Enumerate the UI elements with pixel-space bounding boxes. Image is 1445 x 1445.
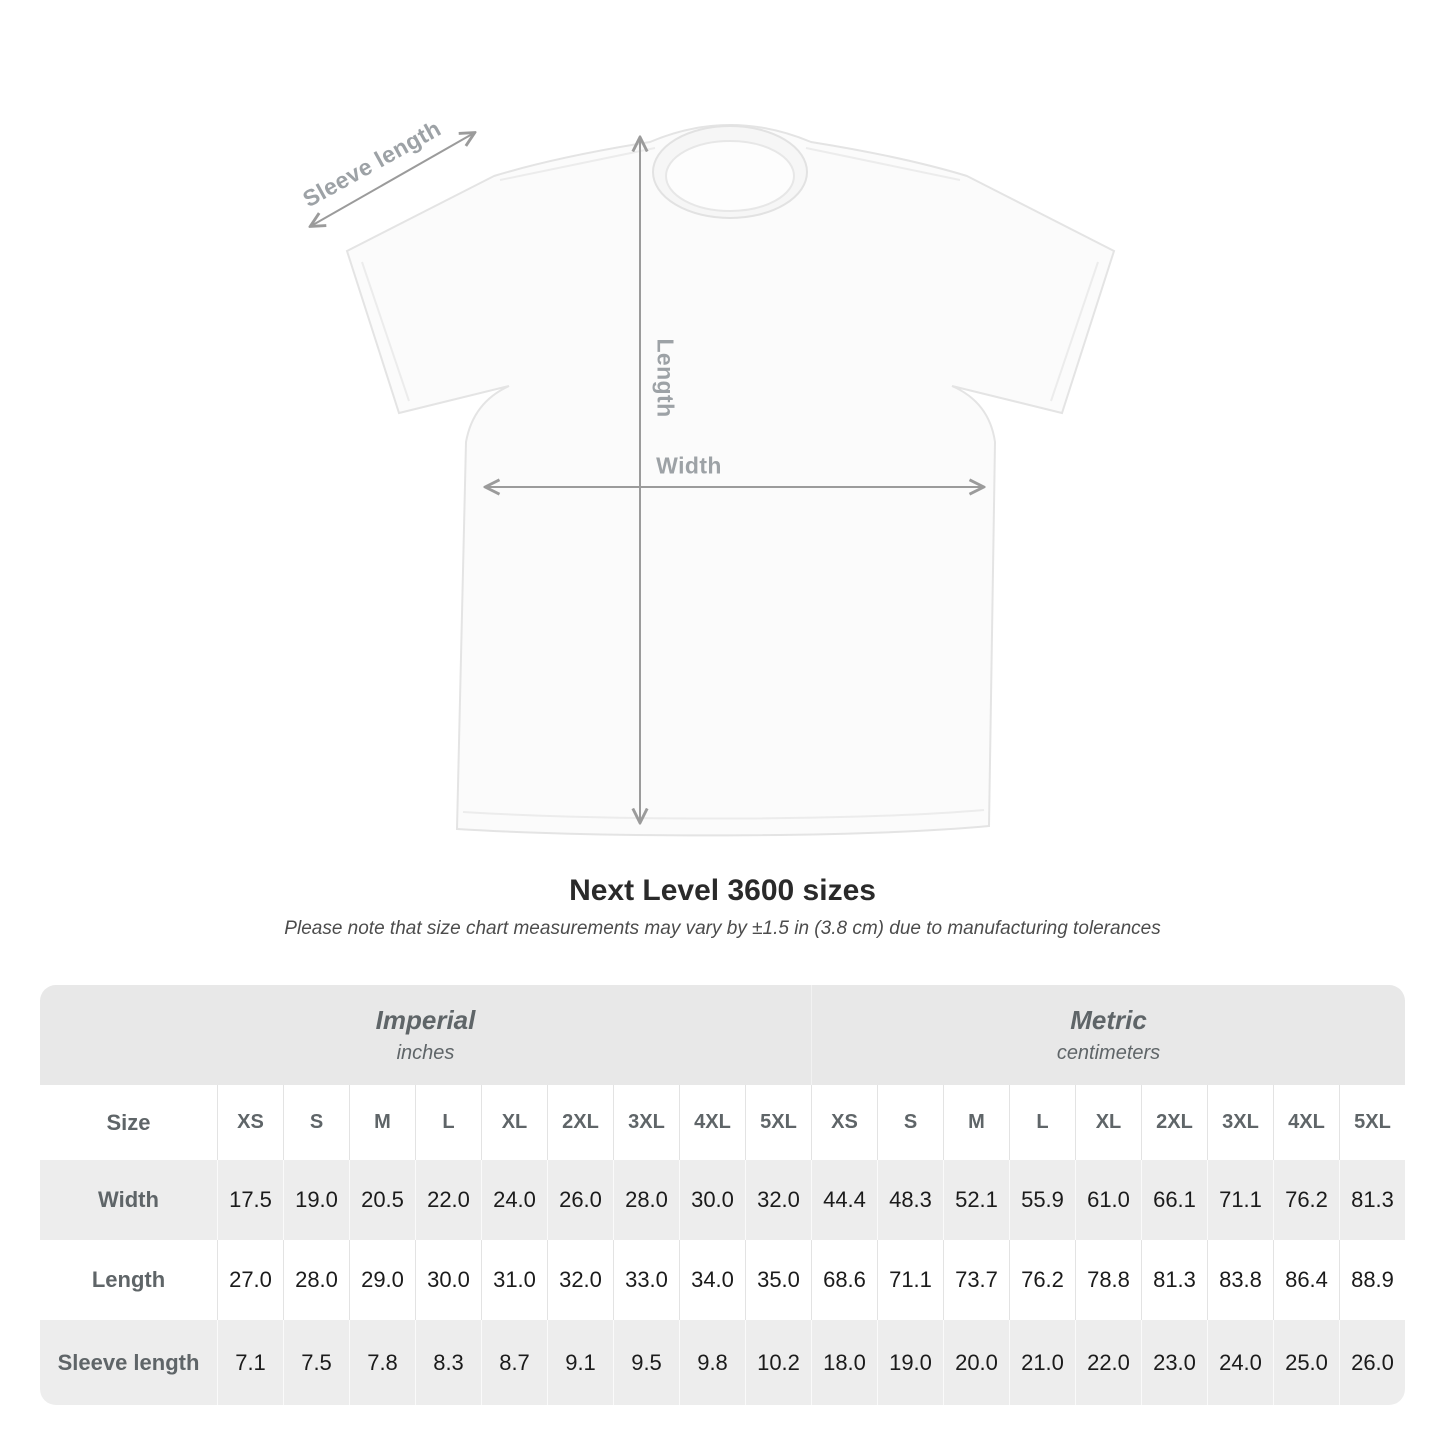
size-header: XS <box>811 1085 877 1160</box>
value-cell: 55.9 <box>1009 1160 1075 1240</box>
size-header: XS <box>217 1085 283 1160</box>
row-label-sleeve-length: Sleeve length <box>40 1320 217 1405</box>
value-cell: 26.0 <box>547 1160 613 1240</box>
value-cell: 66.1 <box>1141 1160 1207 1240</box>
value-cell: 10.2 <box>745 1320 811 1405</box>
size-corner-label: Size <box>40 1085 217 1160</box>
value-cell: 28.0 <box>613 1160 679 1240</box>
size-header: 2XL <box>547 1085 613 1160</box>
value-cell: 28.0 <box>283 1240 349 1320</box>
unit-group-label: Imperial <box>375 1005 476 1035</box>
value-cell: 30.0 <box>679 1160 745 1240</box>
value-cell: 24.0 <box>481 1160 547 1240</box>
value-cell: 83.8 <box>1207 1240 1273 1320</box>
value-cell: 86.4 <box>1273 1240 1339 1320</box>
row-label-length: Length <box>40 1240 217 1320</box>
value-cell: 8.3 <box>415 1320 481 1405</box>
value-cell: 88.9 <box>1339 1240 1405 1320</box>
value-cell: 9.1 <box>547 1320 613 1405</box>
size-header: 2XL <box>1141 1085 1207 1160</box>
size-header: XL <box>1075 1085 1141 1160</box>
unit-group-label: Metric <box>1070 1005 1147 1035</box>
unit-group-sublabel: centimeters <box>1056 1042 1161 1064</box>
value-cell: 8.7 <box>481 1320 547 1405</box>
size-header: S <box>283 1085 349 1160</box>
size-header: 5XL <box>1339 1085 1405 1160</box>
size-header: L <box>415 1085 481 1160</box>
value-cell: 23.0 <box>1141 1320 1207 1405</box>
tshirt-outline <box>347 125 1114 835</box>
size-header: M <box>349 1085 415 1160</box>
value-cell: 9.8 <box>679 1320 745 1405</box>
value-cell: 27.0 <box>217 1240 283 1320</box>
size-header: XL <box>481 1085 547 1160</box>
value-cell: 76.2 <box>1273 1160 1339 1240</box>
value-cell: 33.0 <box>613 1240 679 1320</box>
value-cell: 24.0 <box>1207 1320 1273 1405</box>
value-cell: 68.6 <box>811 1240 877 1320</box>
value-cell: 32.0 <box>547 1240 613 1320</box>
value-cell: 7.5 <box>283 1320 349 1405</box>
value-cell: 7.1 <box>217 1320 283 1405</box>
value-cell: 31.0 <box>481 1240 547 1320</box>
value-cell: 20.5 <box>349 1160 415 1240</box>
value-cell: 29.0 <box>349 1240 415 1320</box>
value-cell: 17.5 <box>217 1160 283 1240</box>
value-cell: 21.0 <box>1009 1320 1075 1405</box>
value-cell: 71.1 <box>877 1240 943 1320</box>
unit-group-imperial <box>40 985 811 1085</box>
value-cell: 19.0 <box>283 1160 349 1240</box>
width-label: Width <box>656 452 722 479</box>
size-header: 5XL <box>745 1085 811 1160</box>
value-cell: 35.0 <box>745 1240 811 1320</box>
value-cell: 9.5 <box>613 1320 679 1405</box>
value-cell: 76.2 <box>1009 1240 1075 1320</box>
value-cell: 44.4 <box>811 1160 877 1240</box>
value-cell: 20.0 <box>943 1320 1009 1405</box>
value-cell: 34.0 <box>679 1240 745 1320</box>
size-header: 4XL <box>679 1085 745 1160</box>
size-header: M <box>943 1085 1009 1160</box>
value-cell: 32.0 <box>745 1160 811 1240</box>
value-cell: 19.0 <box>877 1320 943 1405</box>
value-cell: 71.1 <box>1207 1160 1273 1240</box>
size-header: L <box>1009 1085 1075 1160</box>
value-cell: 78.8 <box>1075 1240 1141 1320</box>
value-cell: 81.3 <box>1339 1160 1405 1240</box>
collar-inner <box>666 141 794 211</box>
size-header: 3XL <box>613 1085 679 1160</box>
value-cell: 7.8 <box>349 1320 415 1405</box>
value-cell: 48.3 <box>877 1160 943 1240</box>
unit-group-sublabel: inches <box>396 1042 455 1064</box>
size-header: S <box>877 1085 943 1160</box>
row-label-width: Width <box>40 1160 217 1240</box>
value-cell: 61.0 <box>1075 1160 1141 1240</box>
sleeve-length-label: Sleeve length <box>298 114 446 213</box>
value-cell: 18.0 <box>811 1320 877 1405</box>
size-table-grid <box>40 985 1405 1405</box>
value-cell: 26.0 <box>1339 1320 1405 1405</box>
value-cell: 81.3 <box>1141 1240 1207 1320</box>
page-title: Next Level 3600 sizes <box>569 874 876 907</box>
size-header: 4XL <box>1273 1085 1339 1160</box>
value-cell: 25.0 <box>1273 1320 1339 1405</box>
value-cell: 30.0 <box>415 1240 481 1320</box>
tolerance-note: Please note that size chart measurements may vary by ±1.5 in (3.8 cm) due to manufacturing tolerances <box>284 918 1161 939</box>
value-cell: 52.1 <box>943 1160 1009 1240</box>
value-cell: 22.0 <box>415 1160 481 1240</box>
value-cell: 73.7 <box>943 1240 1009 1320</box>
size-header: 3XL <box>1207 1085 1273 1160</box>
value-cell: 22.0 <box>1075 1320 1141 1405</box>
length-label: Length <box>652 338 679 418</box>
unit-group-metric <box>811 985 1405 1085</box>
